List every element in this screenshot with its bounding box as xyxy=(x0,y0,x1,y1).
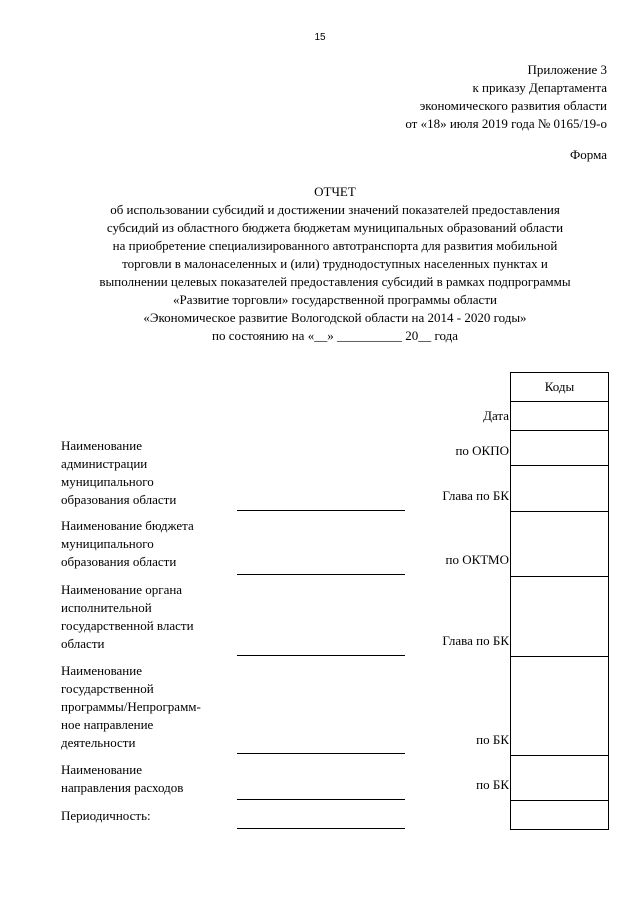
field-label-expense-direction: Наименование направления расходов xyxy=(61,762,184,795)
report-line: выполнении целевых показателей предоставления субсидий в рамках подпрограммы xyxy=(99,274,571,289)
report-line: на приобретение специализированного автотранспорта для развития мобильной xyxy=(112,238,558,253)
report-title-block xyxy=(50,183,620,345)
report-line: торговли в малонаселенных и (или) труднодоступных населенных пунктах и xyxy=(122,256,548,271)
code-cell-periodicity[interactable] xyxy=(510,800,609,830)
report-line: об использовании субсидий и достижении значений показателей предоставления xyxy=(110,202,560,217)
code-cell-glava-bk-1[interactable] xyxy=(510,465,609,512)
code-label-date: Дата xyxy=(483,408,509,423)
report-as-of-date: по состоянию на «__» __________ 20__ года xyxy=(212,328,458,343)
code-label-po-bk-2: по БК xyxy=(476,777,509,792)
form-label: Форма xyxy=(570,147,607,162)
code-label-glava-bk-1: Глава по БК xyxy=(442,488,509,503)
report-heading: ОТЧЕТ xyxy=(314,184,356,199)
code-label-glava-bk-2: Глава по БК xyxy=(442,633,509,648)
field-label-periodicity: Периодичность: xyxy=(61,808,151,823)
code-cell-oktmo[interactable] xyxy=(510,511,609,577)
appendix-line-1: Приложение 3 xyxy=(527,62,607,77)
report-line: «Развитие торговли» государственной программы области xyxy=(173,292,497,307)
field-line-periodicity[interactable] xyxy=(237,828,405,829)
field-line-program-name[interactable] xyxy=(237,753,405,754)
appendix-line-3: экономического развития области xyxy=(419,98,607,113)
field-line-authority-name[interactable] xyxy=(237,655,405,656)
field-label-authority-name: Наименование органа исполнительной государственной власти области xyxy=(61,582,194,651)
field-label-program-name: Наименование государственной программы/Непрограмм- ное направление деятельности xyxy=(61,663,201,750)
code-cell-glava-bk-2[interactable] xyxy=(510,576,609,657)
codes-header: Коды xyxy=(510,372,609,402)
code-cell-po-bk-2[interactable] xyxy=(510,755,609,801)
field-label-admin-name: Наименование администрации муниципального образования области xyxy=(61,438,177,507)
code-label-po-bk-1: по БК xyxy=(476,732,509,747)
field-line-admin-name[interactable] xyxy=(237,510,405,511)
appendix-line-4: от «18» июля 2019 года № 0165/19-о xyxy=(405,116,607,131)
code-label-oktmo: по ОКТМО xyxy=(445,552,509,567)
report-line: субсидий из областного бюджета бюджетам муниципальных образований области xyxy=(106,220,564,235)
appendix-line-2: к приказу Департамента xyxy=(472,80,607,95)
code-label-okpo: по ОКПО xyxy=(455,443,509,458)
page-number: 15 xyxy=(314,32,326,43)
field-line-budget-name[interactable] xyxy=(237,574,405,575)
appendix-block xyxy=(405,61,607,133)
codes-table xyxy=(510,372,609,830)
code-cell-date[interactable] xyxy=(510,401,609,431)
field-line-expense-direction[interactable] xyxy=(237,799,405,800)
field-label-budget-name: Наименование бюджета муниципального образования области xyxy=(61,518,194,569)
code-cell-po-bk-1[interactable] xyxy=(510,656,609,756)
code-cell-okpo[interactable] xyxy=(510,430,609,466)
report-line: «Экономическое развитие Вологодской области на 2014 - 2020 годы» xyxy=(143,310,527,325)
